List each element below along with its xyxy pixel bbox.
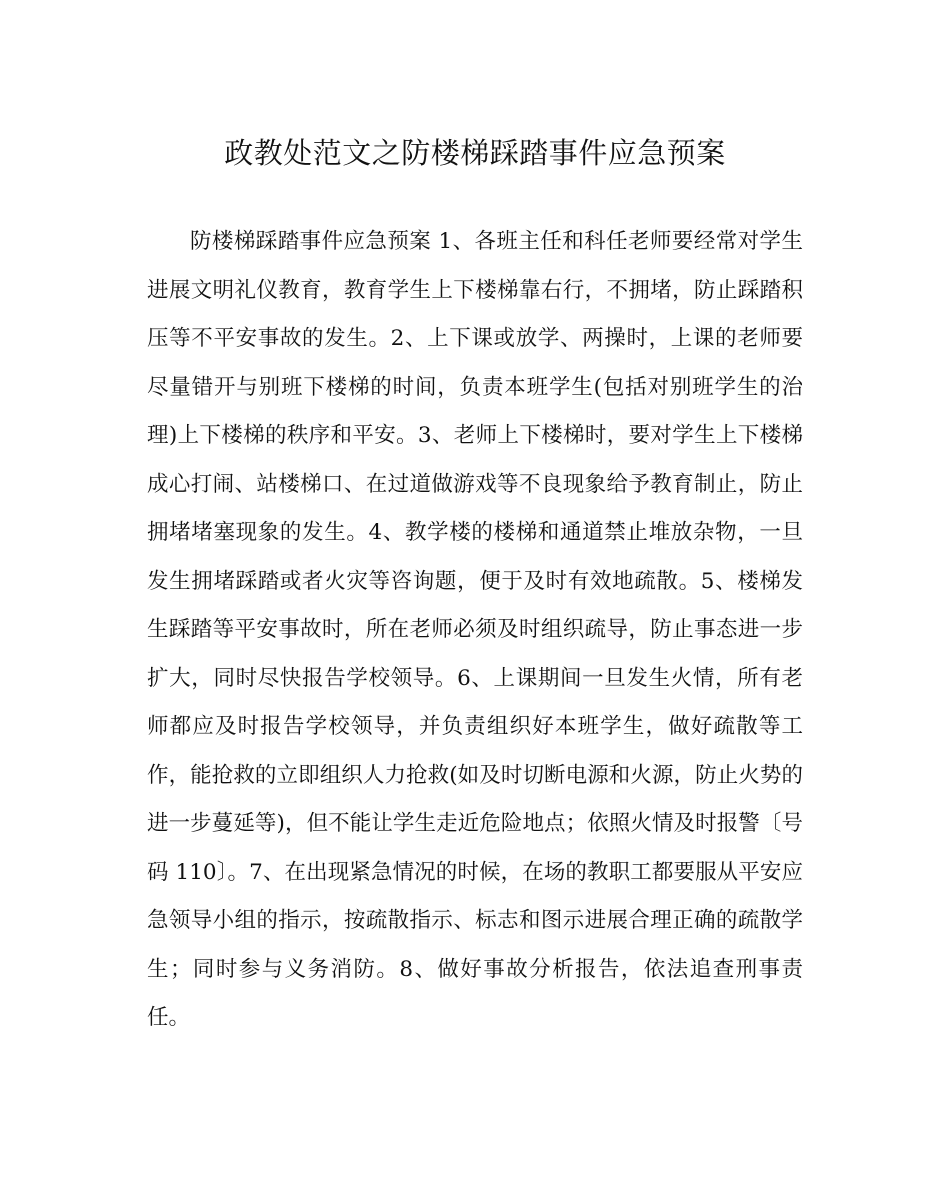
document-body-paragraph: 防楼梯踩踏事件应急预案 1、各班主任和科任老师要经常对学生进展文明礼仪教育，教育学生上下楼梯靠右行，不拥堵，防止踩踏积压等不平安事故的发生。2、上下课或放学、两操时，上课的老师要尽量错开与别班下楼梯的时间，负责本班学生(包括对别班学生的治理)上下楼梯的秩序和平安。3、老师上下楼梯时，要对学生上下楼梯成心打闹、站楼梯口、在过道做游戏等不良现象给予教育制止，防止拥堵堵塞现象的发生。4、教学楼的楼梯和通道禁止堆放杂物，一旦发生拥堵踩踏或者火灾等咨询题，便于及时有效地疏散。5、楼梯发生踩踏等平安事故时，所在老师必须及时组织疏导，防止事态进一步扩大，同时尽快报告学校领导。6、上课期间一旦发生火情，所有老师都应及时报告学校领导，并负责组织好本班学生，做好疏散等工作，能抢救的立即组织人力抢救(如及时切断电源和火源，防止火势的进一步蔓延等)，但不能让学生走近危险地点；依照火情及时报警〔号码 110〕。7、在出现紧急情况的时候，在场的教职工都要服从平安应急领导小组的指示，按疏散指示、标志和图示进展合理正确的疏散学生；同时参与义务消防。8、做好事故分析报告，依法追查刑事责任。 (147, 229, 803, 1030)
document-title: 政教处范文之防楼梯踩踏事件应急预案 (224, 136, 726, 170)
